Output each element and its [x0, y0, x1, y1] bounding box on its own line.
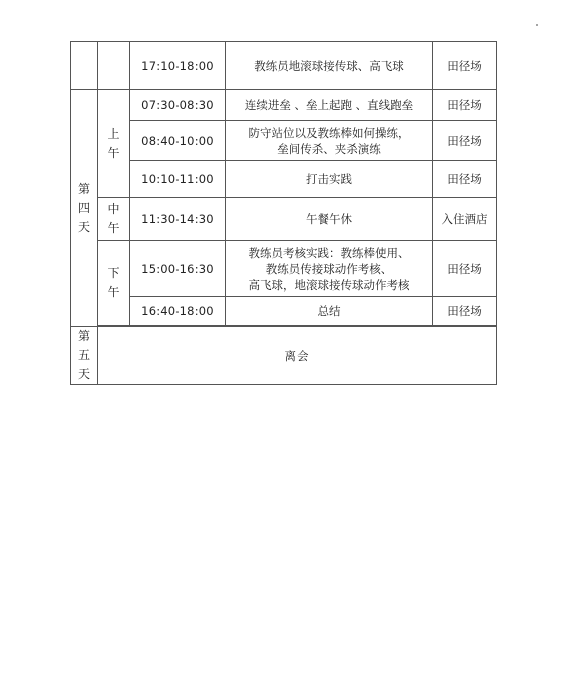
activity-cell: [226, 241, 433, 297]
period-label-noon: 中 午: [98, 198, 130, 241]
time-cell: 15:00-16:30: [130, 241, 226, 297]
time-cell: 08:40-10:00: [130, 121, 226, 161]
activity-cell: [226, 121, 433, 161]
table-row: [71, 241, 497, 297]
venue-cell: 田径场: [433, 121, 497, 161]
time-cell: 10:10-11:00: [130, 161, 226, 198]
activity-line: 高飞球，地滚球接传球动作考核: [248, 277, 410, 292]
venue-cell: 田径场: [433, 161, 497, 198]
time-cell: 16:40-18:00: [130, 297, 226, 326]
activity-line: 教练员传接球动作考核、: [265, 261, 393, 276]
period-label-afternoon: 下 午: [98, 241, 130, 326]
venue-cell: 田径场: [433, 241, 497, 297]
table-row: [71, 161, 497, 198]
venue-cell: 田径场: [433, 90, 497, 121]
activity-cell: 总结: [226, 297, 433, 326]
period-label-morning: 上 午: [98, 90, 130, 198]
activity-line: 防守站位以及教练棒如何操练，: [248, 125, 410, 140]
activity-cell: 午餐午休: [226, 198, 433, 241]
time-cell: 17:10-18:00: [130, 42, 226, 90]
departure-cell: 离会: [98, 327, 497, 385]
table-row: [71, 327, 497, 385]
time-cell: 07:30-08:30: [130, 90, 226, 121]
table-row: [71, 198, 497, 241]
day-label-day5: 第 五 天: [71, 327, 98, 385]
venue-cell: 田径场: [433, 42, 497, 90]
period-cell-empty: [98, 42, 130, 90]
day-cell-empty: [71, 42, 98, 90]
activity-cell: 教练员地滚球接传球、高飞球: [226, 42, 433, 90]
scan-speck: [536, 24, 538, 26]
day-label-day4: 第 四 天: [71, 90, 98, 327]
venue-cell: 入住酒店: [433, 198, 497, 241]
venue-cell: 田径场: [433, 297, 497, 326]
table-row: [71, 297, 497, 326]
table-row: [71, 90, 497, 121]
time-cell: 11:30-14:30: [130, 198, 226, 241]
table-row: [71, 121, 497, 161]
activity-line: 垒间传杀、夹杀演练: [277, 141, 381, 156]
table-row: [71, 42, 497, 90]
activity-line: 教练员考核实践：教练棒使用、: [248, 245, 410, 260]
activity-cell: 连续进垒 、垒上起跑 、直线跑垒: [226, 90, 433, 121]
activity-cell: 打击实践: [226, 161, 433, 198]
schedule-table: [70, 41, 497, 385]
